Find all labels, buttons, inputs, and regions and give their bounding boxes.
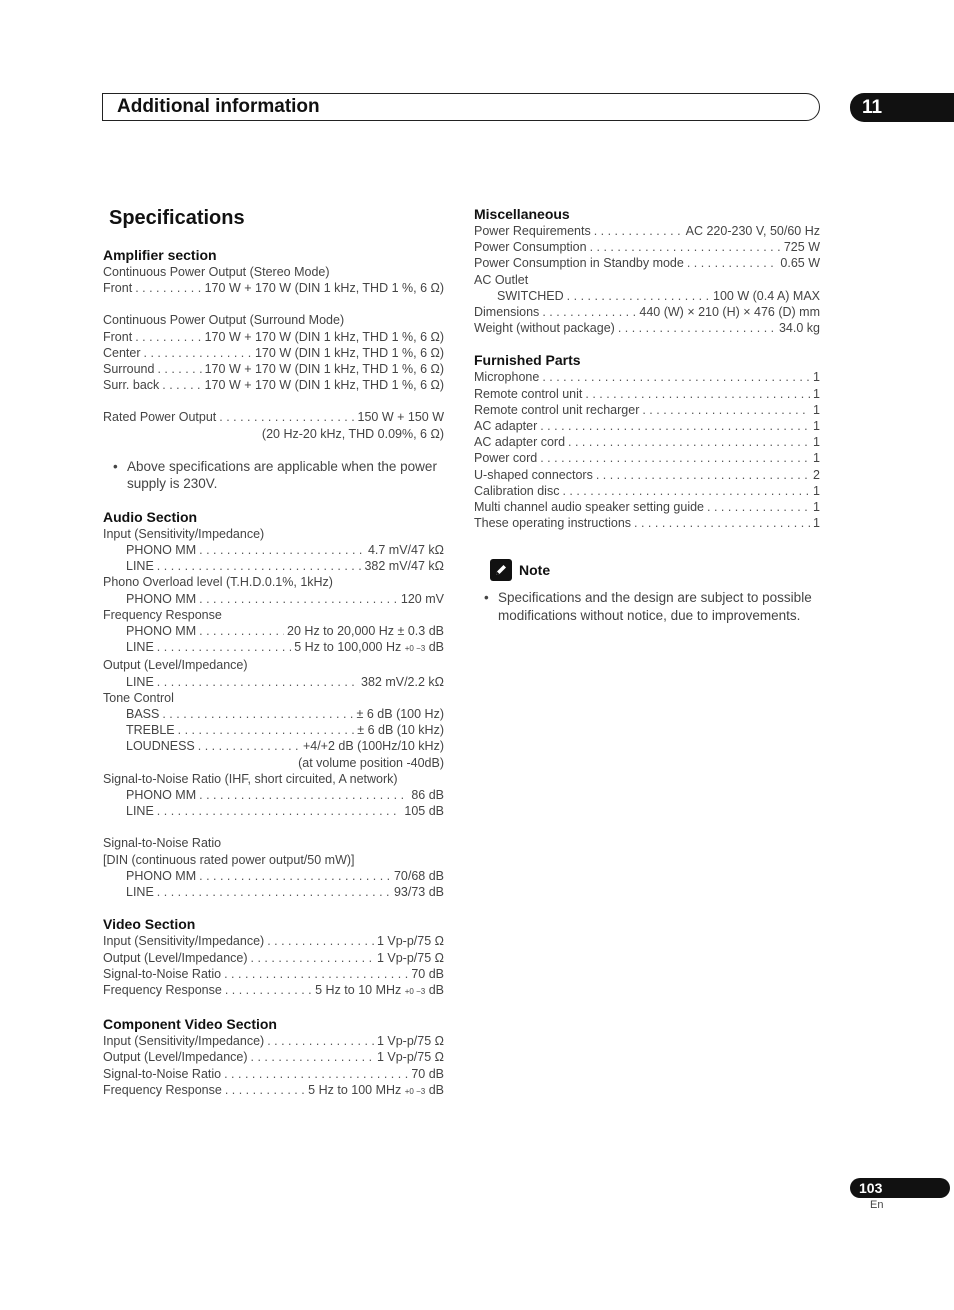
spec-row: Surround . . . 170 W + 170 W (DIN 1 kHz, THD 1 %, 6 Ω) — [103, 361, 444, 377]
spec-row: Signal-to-Noise Ratio . . . 70 dB — [103, 966, 444, 982]
left-column — [103, 205, 444, 1116]
spec-row: Center . . . 170 W (DIN 1 kHz, THD 1 %, 6 Ω) — [103, 345, 444, 361]
spec-row: LINE . . . 105 dB — [103, 803, 444, 819]
spec-subheading: Output (Level/Impedance) — [103, 658, 248, 673]
spec-subheading: Tone Control — [103, 690, 174, 705]
spec-subheading: [DIN (continuous rated power output/50 mW)] — [103, 852, 355, 867]
note-label: Note — [519, 562, 551, 579]
spec-subheading: Phono Overload level (T.H.D.0.1%, 1kHz) — [103, 575, 333, 590]
spec-row: Front . . . 170 W + 170 W (DIN 1 kHz, THD 1 %, 6 Ω) — [103, 329, 444, 345]
spec-row: Input (Sensitivity/Impedance) . . . 1 Vp-p/75 Ω — [103, 1033, 444, 1049]
list-item: Power cord . . . 1 — [474, 450, 820, 466]
spec-row: LINE . . . 382 mV/2.2 kΩ — [103, 674, 444, 690]
spec-row: PHONO MM . . . 20 Hz to 20,000 Hz ± 0.3 dB — [103, 623, 444, 639]
language-label: En — [870, 1199, 884, 1211]
component-video-section — [103, 1016, 444, 1100]
spec-row-continuation: (20 Hz-20 kHz, THD 0.09%, 6 Ω) — [261, 426, 444, 441]
page-number-badge: 103 — [850, 1178, 950, 1198]
spec-row: Weight (without package) . . . 34.0 kg — [474, 320, 820, 336]
section-title: Furnished Parts — [474, 352, 581, 369]
spec-row: Output (Level/Impedance) . . . 1 Vp-p/75 Ω — [103, 1049, 444, 1065]
section-title: Amplifier section — [103, 247, 217, 263]
pencil-icon — [490, 559, 512, 581]
spec-subheading: Continuous Power Output (Surround Mode) — [103, 313, 345, 328]
spec-row: Signal-to-Noise Ratio . . . 70 dB — [103, 1066, 444, 1082]
list-item: Multi channel audio speaker setting guide . . . 1 — [474, 499, 820, 515]
spec-subheading: AC Outlet — [474, 272, 529, 287]
spec-row: LINE . . . 382 mV/47 kΩ — [103, 558, 444, 574]
section-title: Miscellaneous — [474, 206, 570, 222]
miscellaneous-section — [474, 206, 820, 336]
list-item: AC adapter . . . 1 — [474, 418, 820, 434]
audio-section — [103, 509, 444, 900]
spec-row: PHONO MM . . . 120 mV — [103, 591, 444, 607]
list-item: Calibration disc . . . 1 — [474, 483, 820, 499]
list-item: Microphone . . . 1 — [474, 369, 820, 385]
spec-row: BASS . . . ± 6 dB (100 Hz) — [103, 706, 444, 722]
spec-subheading: Signal-to-Noise Ratio — [103, 836, 222, 851]
chapter-number-badge: 11 — [850, 93, 954, 122]
spec-subheading: Continuous Power Output (Stereo Mode) — [103, 265, 330, 279]
note-heading — [490, 559, 820, 581]
section-title: Component Video Section — [103, 1016, 277, 1033]
page-title: Specifications — [109, 207, 245, 229]
section-title: Video Section — [103, 916, 196, 933]
spec-row: TREBLE . . . ± 6 dB (10 kHz) — [103, 722, 444, 738]
section-title: Audio Section — [103, 508, 198, 525]
spec-subheading: Frequency Response — [103, 607, 222, 622]
chapter-title: Additional information — [117, 96, 320, 117]
spec-row: LINE . . . 5 Hz to 100,000 Hz +0 −3 dB — [103, 639, 444, 657]
spec-row: PHONO MM . . . 70/68 dB — [103, 868, 444, 884]
list-item: Remote control unit . . . 1 — [474, 386, 820, 402]
spec-row: SWITCHED . . . 100 W (0.4 A) MAX — [474, 288, 820, 304]
spec-subheading: Signal-to-Noise Ratio (IHF, short circuited, A network) — [103, 771, 398, 786]
video-section — [103, 916, 444, 1000]
spec-row: Power Requirements . . . AC 220-230 V, 50/60 Hz — [474, 223, 820, 239]
spec-row: Dimensions . . . 440 (W) × 210 (H) × 476 (D) mm — [474, 304, 820, 320]
list-item: Remote control unit recharger . . . 1 — [474, 402, 820, 418]
spec-row: Surr. back . . . 170 W + 170 W (DIN 1 kHz, THD 1 %, 6 Ω) — [103, 377, 444, 393]
amplifier-section — [103, 247, 444, 493]
note-text: • Specifications and the design are subject to possible modifications without notice, due to improvements. — [484, 590, 812, 623]
spec-row: LINE . . . 93/73 dB — [103, 884, 444, 900]
spec-row: PHONO MM . . . 4.7 mV/47 kΩ — [103, 542, 444, 558]
list-item: AC adapter cord . . . 1 — [474, 434, 820, 450]
spec-row: Frequency Response . . . 5 Hz to 100 MHz +0 −3 dB — [103, 1082, 444, 1100]
spec-row: Output (Level/Impedance) . . . 1 Vp-p/75 Ω — [103, 950, 444, 966]
spec-row: LOUDNESS . . . +4/+2 dB (100Hz/10 kHz) — [103, 738, 444, 754]
right-column — [474, 206, 820, 624]
furnished-parts-section — [474, 352, 820, 531]
spec-subheading: Input (Sensitivity/Impedance) — [103, 526, 265, 541]
bullet-note: • Above specifications are applicable when the power supply is 230V. — [113, 458, 437, 492]
spec-row: Frequency Response . . . 5 Hz to 10 MHz +0 −3 dB — [103, 982, 444, 1000]
spec-row: PHONO MM . . . 86 dB — [103, 787, 444, 803]
spec-row: Power Consumption . . . 725 W — [474, 239, 820, 255]
spec-row: Power Consumption in Standby mode . . . 0.65 W — [474, 255, 820, 271]
spec-row: Rated Power Output . . . 150 W + 150 W — [103, 409, 444, 425]
spec-row: Input (Sensitivity/Impedance) . . . 1 Vp-p/75 Ω — [103, 933, 444, 949]
spec-row-continuation: (at volume position -40dB) — [298, 755, 444, 770]
list-item: These operating instructions . . . 1 — [474, 515, 820, 531]
spec-row: Front . . . 170 W + 170 W (DIN 1 kHz, THD 1 %, 6 Ω) — [103, 280, 444, 296]
list-item: U-shaped connectors . . . 2 — [474, 467, 820, 483]
